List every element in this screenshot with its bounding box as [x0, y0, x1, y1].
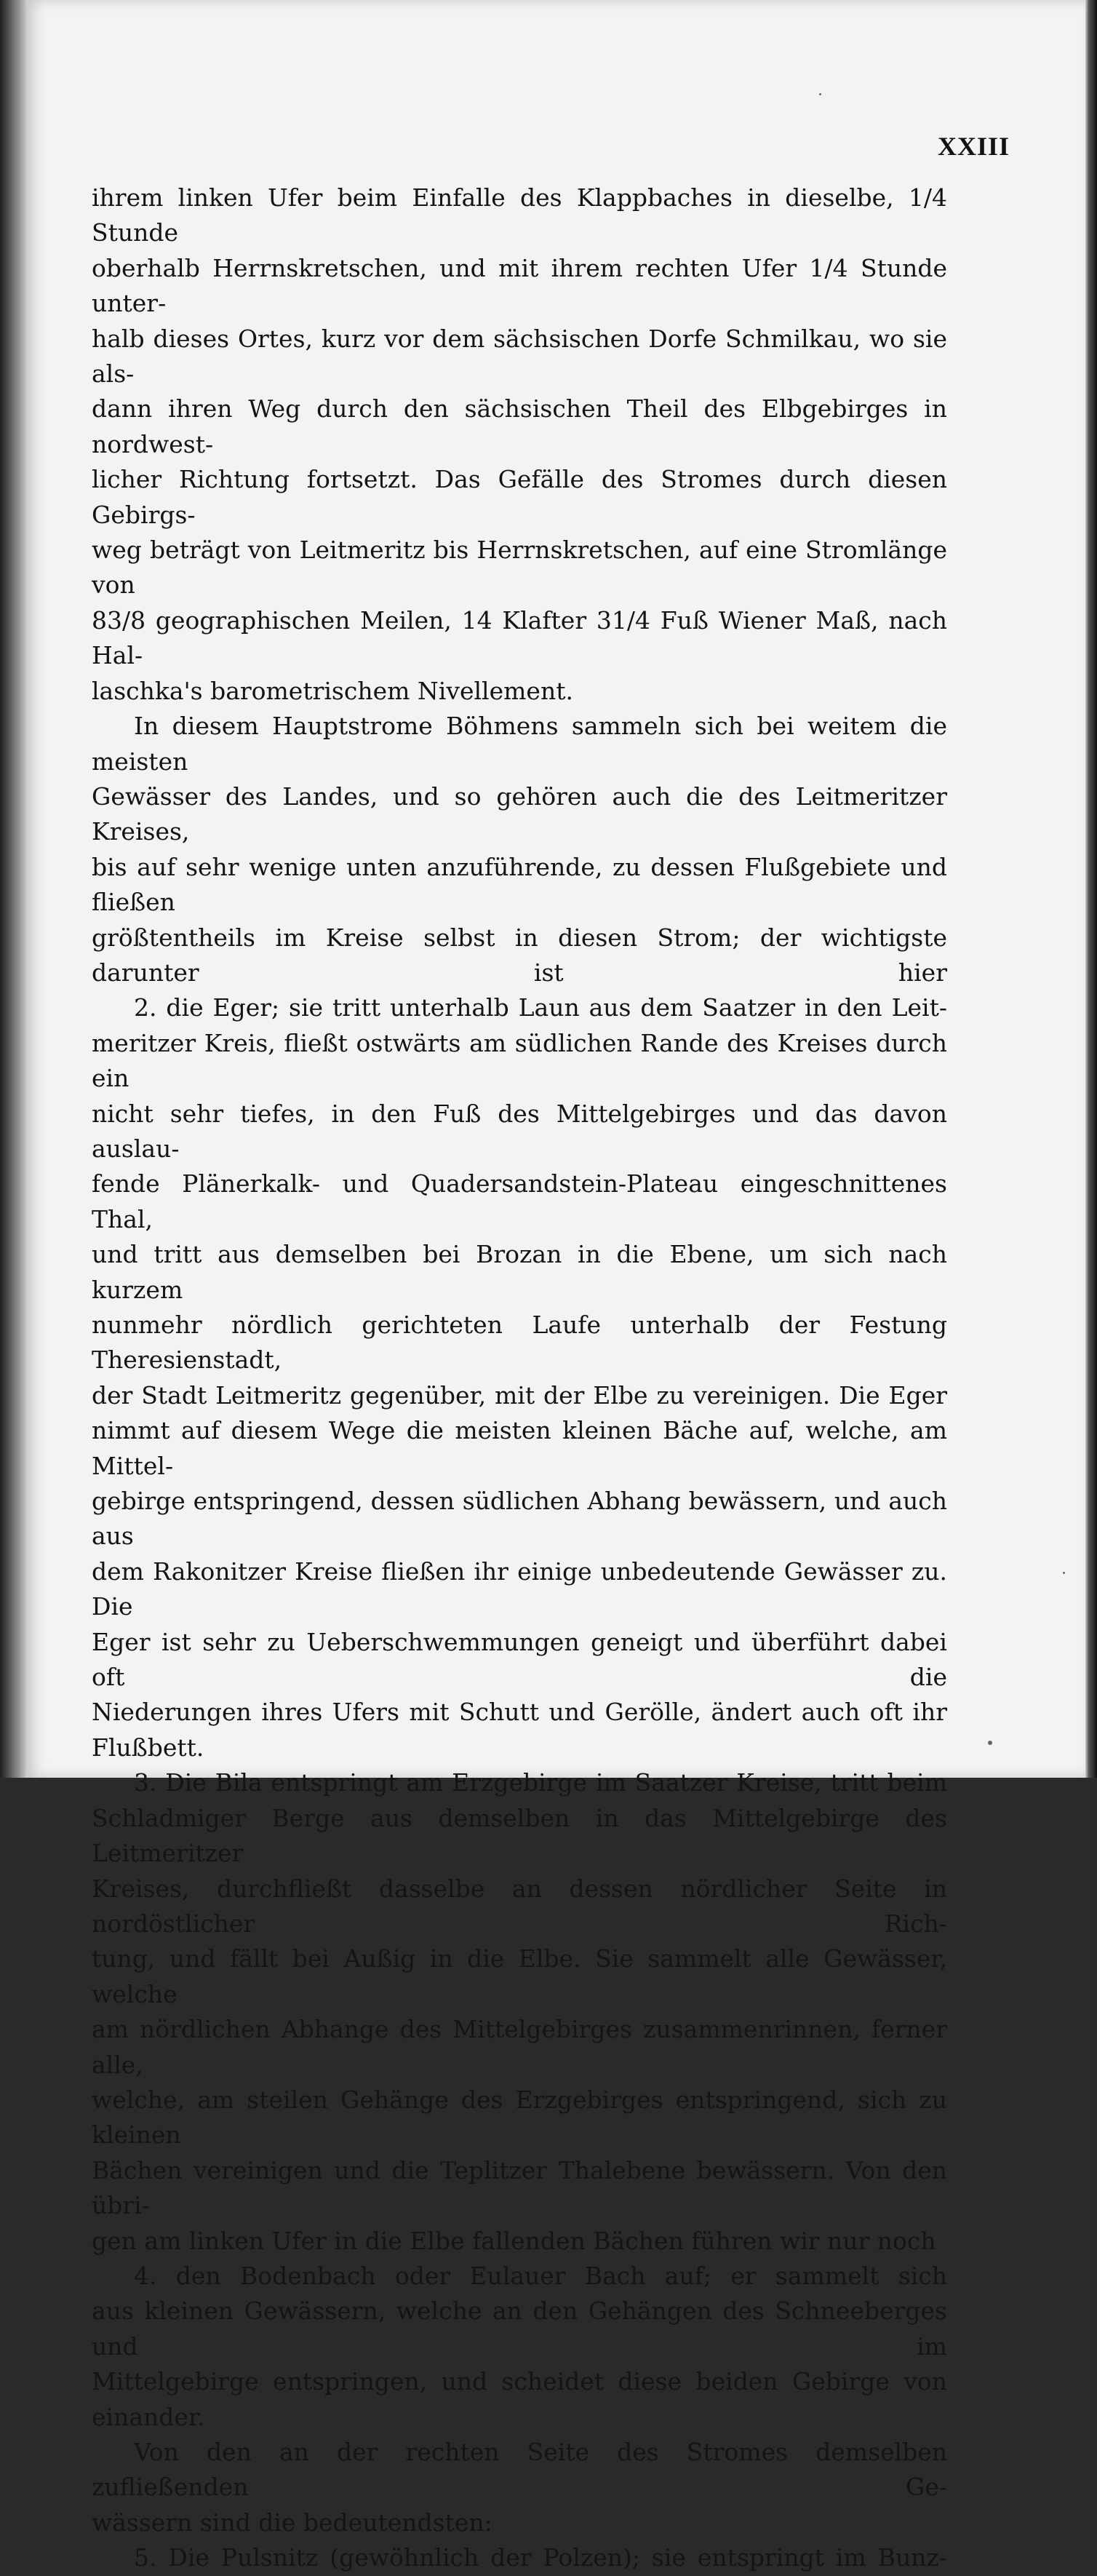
text-line: tung, und fällt bei Außig in die Elbe. Sie sammelt alle Gewässer, welche — [92, 1944, 947, 2008]
scan-speck — [988, 1741, 992, 1745]
text-line: welche, am steilen Gehänge des Erzgebirges entspringend, sich zu kleinen — [92, 2085, 947, 2150]
paragraph-eger — [92, 990, 947, 1765]
text-line: bis auf sehr wenige unten anzuführende, zu dessen Flußgebiete und fließen — [92, 852, 947, 917]
text-line: ihrem linken Ufer beim Einfalle des Klappbaches in dieselbe, 1/4 Stunde — [92, 183, 947, 247]
text-line: gebirge entspringend, dessen südlichen Abhang bewässern, und auch aus — [92, 1487, 947, 1551]
text-line: größtentheils im Kreise selbst in diesen Strom; der wichtigste darunter ist hier — [92, 923, 947, 987]
text-line: halb dieses Ortes, kurz vor dem sächsischen Dorfe Schmilkau, wo sie als- — [92, 324, 947, 389]
paragraph-1 — [92, 180, 947, 709]
text-line: In diesem Hauptstrome Böhmens sammeln sich bei weitem die meisten — [92, 712, 947, 776]
book-page — [26, 0, 1085, 2572]
text-line: Niederungen ihres Ufers mit Schutt und Gerölle, ändert auch oft ihr — [92, 1698, 947, 1727]
scan-edge-right — [1085, 0, 1097, 1778]
scan-speck — [819, 93, 821, 95]
text-line: am nördlichen Abhange des Mittelgebirges zusammenrinnen, ferner alle, — [92, 2015, 947, 2079]
text-line: Gewässer des Landes, und so gehören auch die des Leitmeritzer Kreises, — [92, 782, 947, 846]
text-line: oberhalb Herrnskretschen, und mit ihrem rechten Ufer 1/4 Stunde unter- — [92, 253, 947, 318]
paragraph-2 — [92, 709, 947, 990]
text-line: licher Richtung fortsetzt. Das Gefälle des Stromes durch diesen Gebirgs- — [92, 465, 947, 529]
scan-speck — [1063, 1572, 1065, 1574]
text-line: 2. die Eger; sie tritt unterhalb Laun aus dem Saatzer in den Leit- — [134, 993, 947, 1022]
text-line: nimmt auf diesem Wege die meisten kleinen Bäche auf, welche, am Mittel- — [92, 1416, 947, 1480]
text-line: 4. den Bodenbach oder Eulauer Bach auf; er sammelt sich — [134, 2261, 947, 2290]
text-line: meritzer Kreis, fließt ostwärts am südlichen Rande des Kreises durch ein — [92, 1028, 947, 1093]
text-line: Kreises, durchfließt dasselbe an dessen nördlicher Seite in nordöstlicher Rich- — [92, 1874, 947, 1938]
text-line: Schladmiger Berge aus demselben in das Mittelgebirge des Leitmeritzer — [92, 1803, 947, 1868]
page-number: XXIII — [937, 132, 1010, 161]
text-line: Flußbett. — [92, 1733, 204, 1762]
paragraph-bila — [92, 1765, 947, 2259]
paragraph-right-bank — [92, 2435, 947, 2540]
text-line: Mittelgebirge entspringen, und scheidet diese beiden Gebirge von einander. — [92, 2367, 947, 2431]
text-line: Eger ist sehr zu Ueberschwemmungen geneigt und überführt dabei oft die — [92, 1627, 947, 1692]
text-line: gen am linken Ufer in die Elbe fallenden Bächen führen wir nur noch — [92, 2226, 936, 2255]
text-line: laschka's barometrischem Nivellement. — [92, 676, 573, 705]
text-line: 3. Die Bila entspringt am Erzgebirge im Saatzer Kreise, tritt beim — [134, 1768, 947, 1797]
text-line: fende Plänerkalk- und Quadersandstein-Plateau eingeschnittenes Thal, — [92, 1169, 947, 1233]
text-line: aus kleinen Gewässern, welche an den Gehängen des Schneeberges und im — [92, 2297, 947, 2361]
text-line: wässern sind die bedeutendsten: — [92, 2508, 492, 2537]
text-line: Bächen vereinigen und die Teplitzer Thalebene bewässern. Von den übri- — [92, 2155, 947, 2220]
scan-edge-left — [0, 0, 29, 1778]
text-line: 5. Die Pulsnitz (gewöhnlich der Polzen); sie entspringt im Bunz- — [134, 2543, 947, 2572]
text-line: dann ihren Weg durch den sächsischen Theil des Elbgebirges in nordwest- — [92, 394, 947, 458]
text-line: Von den an der rechten Seite des Stromes demselben zufließenden Ge- — [92, 2438, 947, 2502]
text-line: und tritt aus demselben bei Brozan in die Ebene, um sich nach kurzem — [92, 1240, 947, 1304]
paragraph-pulsnitz — [92, 2540, 947, 2575]
text-line: der Stadt Leitmeritz gegenüber, mit der Elbe zu vereinigen. Die Eger — [92, 1380, 947, 1410]
paragraph-bodenbach — [92, 2259, 947, 2435]
text-line: 83/8 geographischen Meilen, 14 Klafter 31/4 Fuß Wiener Maß, nach Hal- — [92, 605, 947, 670]
text-line: nunmehr nördlich gerichteten Laufe unterhalb der Festung Theresienstadt, — [92, 1311, 947, 1375]
text-line: weg beträgt von Leitmeritz bis Herrnskretschen, auf eine Stromlänge von — [92, 536, 947, 600]
text-line: nicht sehr tiefes, in den Fuß des Mittelgebirges und das davon auslau- — [92, 1099, 947, 1163]
body-text — [92, 180, 947, 2576]
text-line: dem Rakonitzer Kreise fließen ihr einige unbedeutende Gewässer zu. Die — [92, 1557, 947, 1621]
